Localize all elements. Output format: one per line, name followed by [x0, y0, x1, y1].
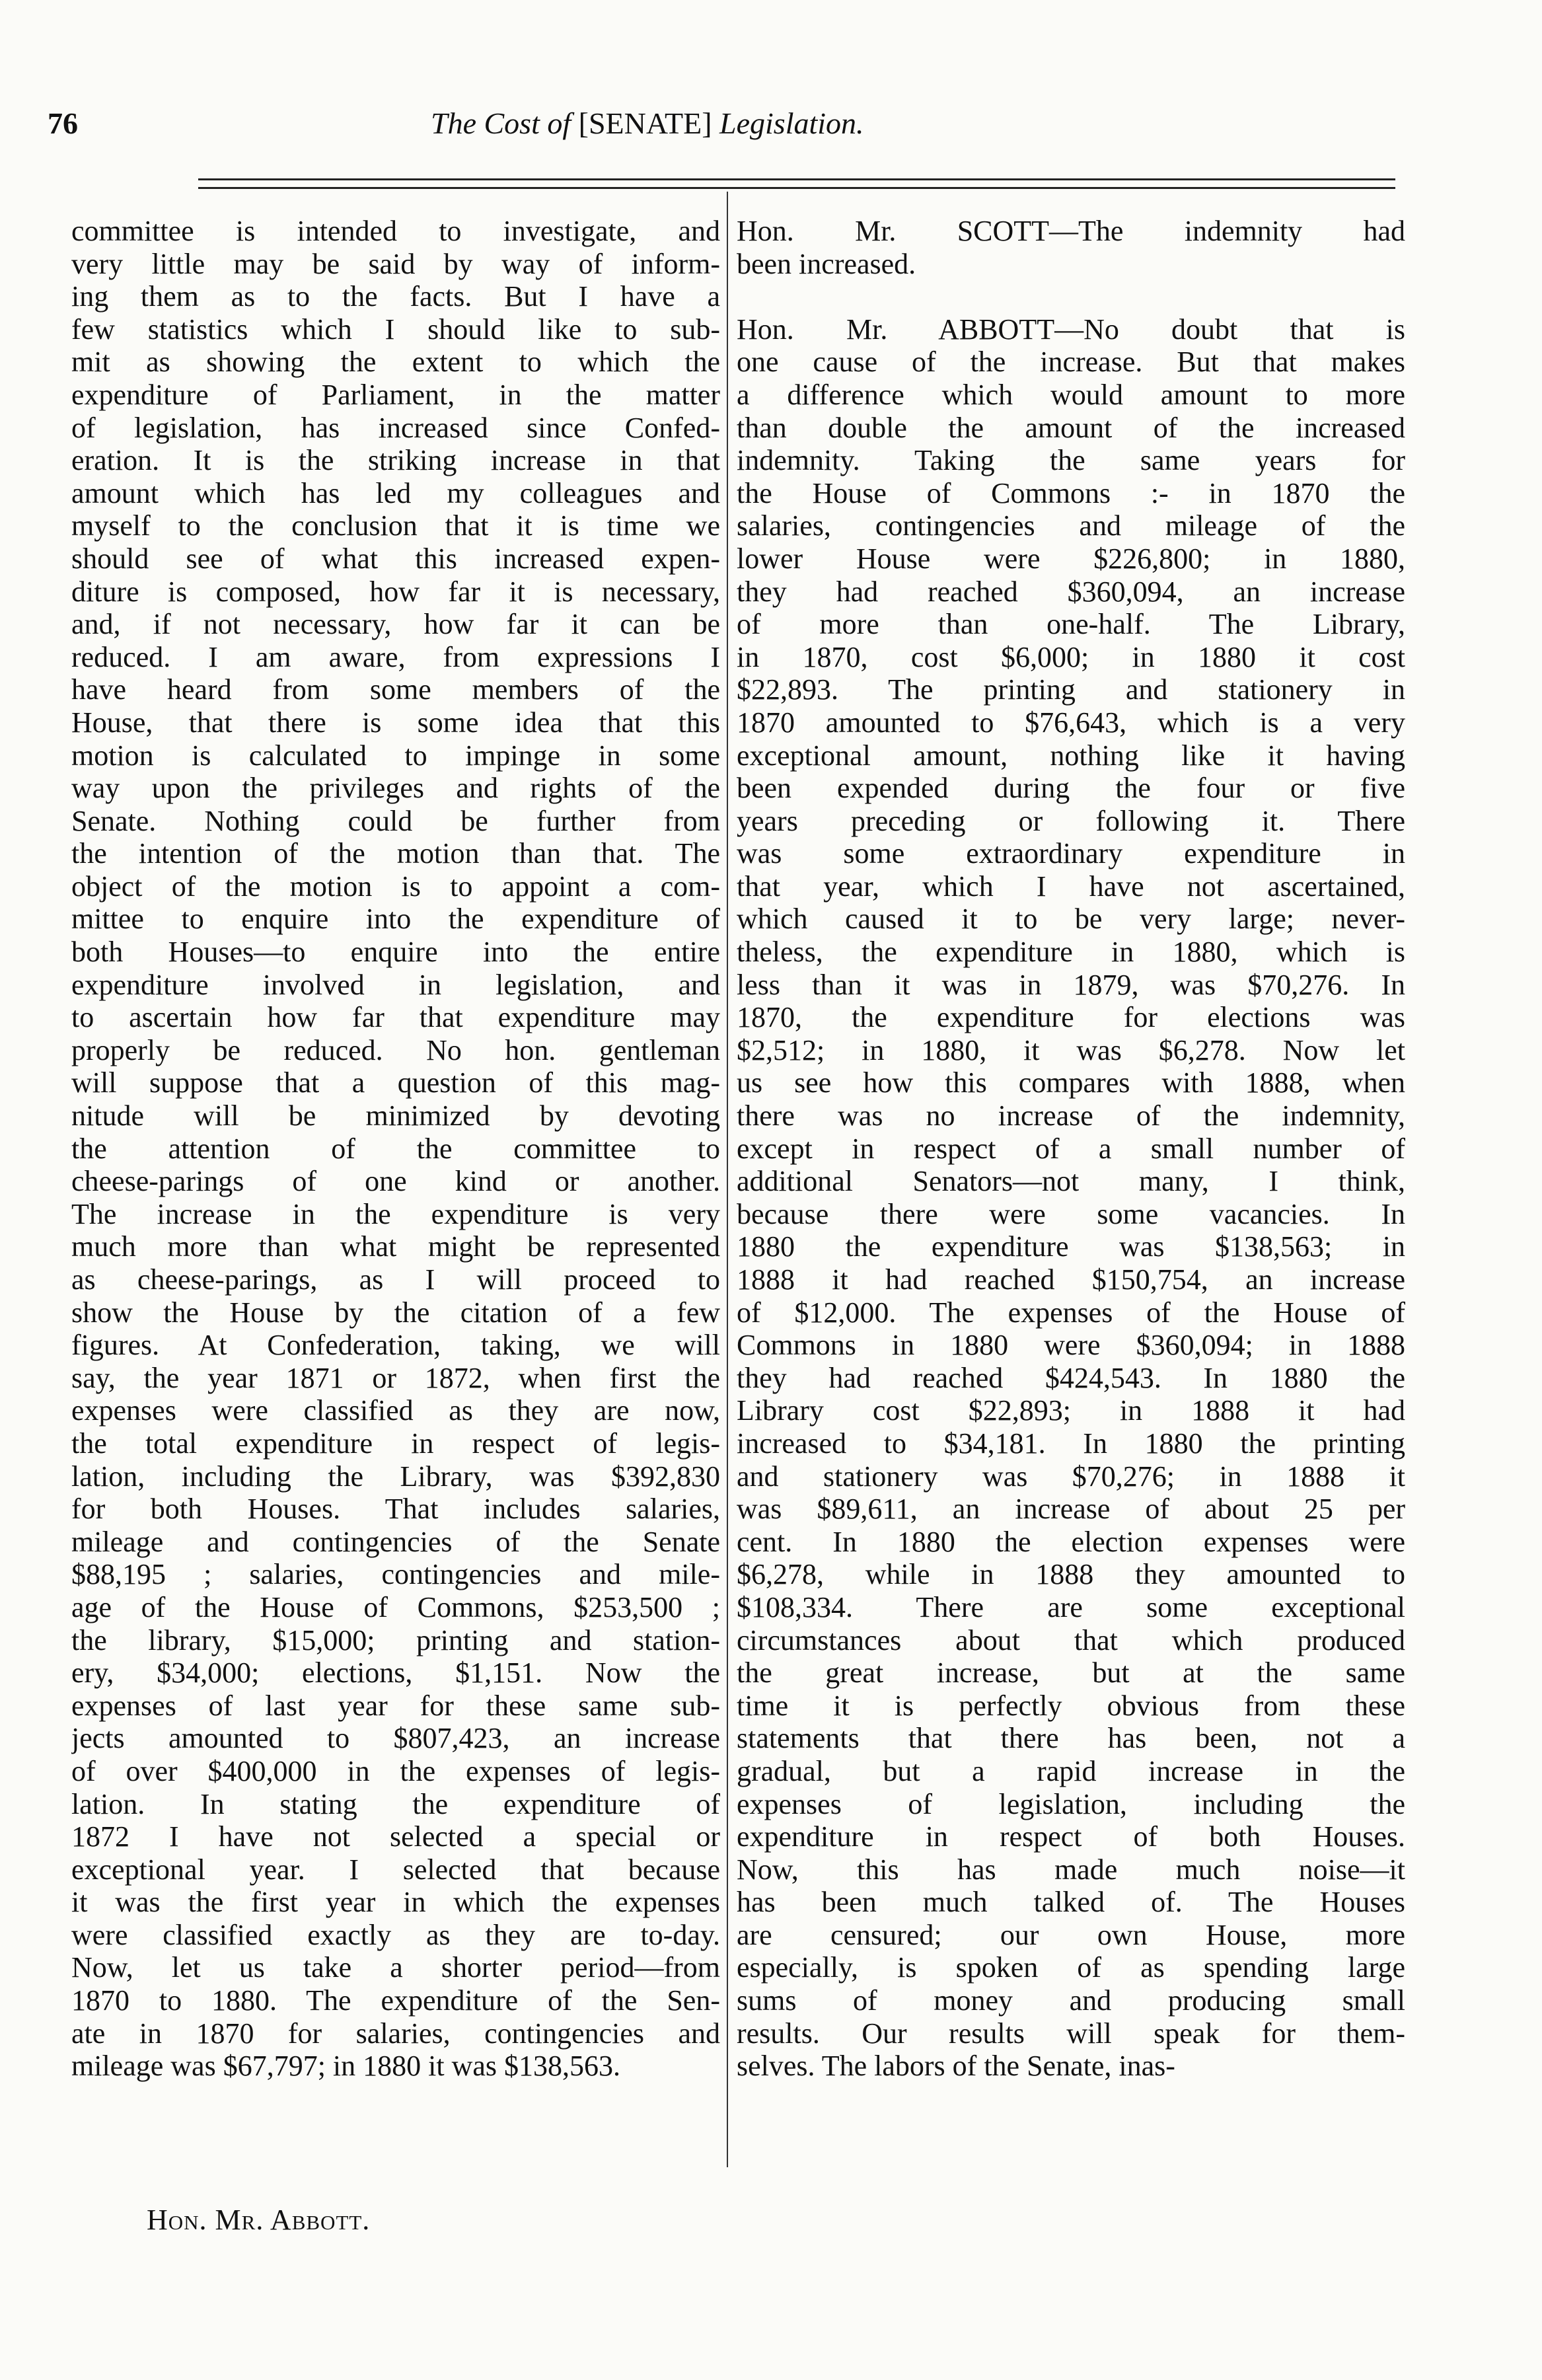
text-line: than double the amount of the increased [737, 411, 1405, 444]
text-line: been expended during the four or five [737, 772, 1405, 805]
text-line: of over $400,000 in the expenses of legis- [71, 1754, 720, 1787]
text-line: except in respect of a small number of [737, 1132, 1405, 1165]
text-line: because there were some vacancies. In [737, 1197, 1405, 1230]
text-line: 1872 I have not selected a special or [71, 1820, 720, 1853]
text-line: lower House were $226,800; in 1880, [737, 542, 1405, 575]
text-line: to ascertain how far that expenditure may [71, 1001, 720, 1034]
text-line: indemnity. Taking the same years for [737, 444, 1405, 477]
text-line: much more than what might be represented [71, 1230, 720, 1263]
text-line: 1870 amounted to $76,643, which is a very [737, 706, 1405, 739]
text-line: expenditure involved in legislation, and [71, 968, 720, 1001]
text-line: say, the year 1871 or 1872, when first the [71, 1361, 720, 1394]
text-line: ing them as to the facts. But I have a [71, 280, 720, 313]
text-line: ate in 1870 for salaries, contingencies and [71, 2017, 720, 2050]
page-header [48, 106, 1395, 159]
text-line: eration. It is the striking increase in that [71, 444, 720, 477]
text-line: cheese-parings of one kind or another. [71, 1165, 720, 1198]
text-line: expenditure of Parliament, in the matter [71, 378, 720, 411]
text-line: 1870 to 1880. The expenditure of the Sen- [71, 1984, 720, 2017]
text-line: they had reached $424,543. In 1880 the [737, 1361, 1405, 1394]
text-line: us see how this compares with 1888, when [737, 1066, 1405, 1099]
paragraph-scott [737, 215, 1405, 280]
text-line: way upon the privileges and rights of the [71, 772, 720, 805]
text-line: Now, let us take a shorter period—from [71, 1951, 720, 1984]
text-line: have heard from some members of the [71, 673, 720, 706]
text-line: very little may be said by way of inform- [71, 247, 720, 280]
text-line: there was no increase of the indemnity, [737, 1099, 1405, 1133]
text-line: time it is perfectly obvious from these [737, 1689, 1405, 1722]
text-line: in 1870, cost $6,000; in 1880 it cost [737, 640, 1405, 673]
text-line: motion is calculated to impinge in some [71, 739, 720, 772]
header-rule-bottom [198, 187, 1395, 189]
text-line: they had reached $360,094, an increase [737, 575, 1405, 608]
text-line: the great increase, but at the same [737, 1656, 1405, 1690]
text-line: years preceding or following it. There [737, 804, 1405, 837]
text-line: Senate. Nothing could be further from [71, 804, 720, 837]
text-line: Commons in 1880 were $360,094; in 1888 [737, 1329, 1405, 1362]
text-line: salaries, contingencies and mileage of the [737, 509, 1405, 542]
running-title [431, 106, 864, 141]
text-line: The increase in the expenditure is very [71, 1197, 720, 1230]
text-line: a difference which would amount to more [737, 378, 1405, 411]
right-column [737, 215, 1405, 2083]
text-line: $6,278, while in 1888 they amounted to [737, 1558, 1405, 1591]
paragraph-abbott [737, 313, 1405, 2083]
title-part-2: [SENATE] [578, 106, 712, 140]
text-line: show the House by the citation of a few [71, 1296, 720, 1329]
text-line: $22,893. The printing and stationery in [737, 673, 1405, 706]
text-line: expenses of legislation, including the [737, 1787, 1405, 1820]
text-line: $2,512; in 1880, it was $6,278. Now let [737, 1033, 1405, 1066]
text-line: jects amounted to $807,423, an increase [71, 1722, 720, 1755]
text-line: ery, $34,000; elections, $1,151. Now the [71, 1656, 720, 1690]
text-line: and stationery was $70,276; in 1888 it [737, 1460, 1405, 1493]
text-line: for both Houses. That includes salaries, [71, 1493, 720, 1526]
text-line: myself to the conclusion that it is time we [71, 509, 720, 542]
text-line: Hon. Mr. SCOTT—The indemnity had [737, 215, 1405, 247]
speaker-footer: Hon. Mr. Abbott. [147, 2204, 371, 2236]
text-line: House, that there is some idea that this [71, 706, 720, 739]
text-line: reduced. I am aware, from expressions I [71, 640, 720, 673]
text-line: Library cost $22,893; in 1888 it had [737, 1394, 1405, 1427]
text-line: cent. In 1880 the election expenses were [737, 1525, 1405, 1558]
text-line: few statistics which I should like to sub- [71, 313, 720, 346]
text-line: 1880 the expenditure was $138,563; in [737, 1230, 1405, 1263]
header-rule-top [198, 178, 1395, 180]
text-line: especially, is spoken of as spending large [737, 1951, 1405, 1984]
text-line: the House of Commons :- in 1870 the [737, 476, 1405, 509]
text-line: gradual, but a rapid increase in the [737, 1754, 1405, 1787]
text-line: has been much talked of. The Houses [737, 1886, 1405, 1919]
text-line: and, if not necessary, how far it can be [71, 608, 720, 641]
page-number: 76 [48, 106, 78, 140]
text-line: 1888 it had reached $150,754, an increase [737, 1263, 1405, 1296]
text-line: lation. In stating the expenditure of [71, 1787, 720, 1820]
text-line: exceptional amount, nothing like it having [737, 739, 1405, 772]
text-line: age of the House of Commons, $253,500 ; [71, 1590, 720, 1623]
text-line: nitude will be minimized by devoting [71, 1099, 720, 1133]
text-line: exceptional year. I selected that because [71, 1853, 720, 1886]
text-line: increased to $34,181. In 1880 the printing [737, 1427, 1405, 1460]
text-line: of $12,000. The expenses of the House of [737, 1296, 1405, 1329]
left-column [71, 215, 720, 2083]
text-line: less than it was in 1879, was $70,276. In [737, 968, 1405, 1001]
text-line: of legislation, has increased since Confed- [71, 411, 720, 444]
text-line: 1870, the expenditure for elections was [737, 1001, 1405, 1034]
text-line: additional Senators—not many, I think, [737, 1165, 1405, 1198]
text-line: expenses were classified as they are now, [71, 1394, 720, 1427]
text-line: it was the first year in which the expenses [71, 1886, 720, 1919]
text-line: that year, which I have not ascertained, [737, 870, 1405, 903]
text-line: properly be reduced. No hon. gentleman [71, 1033, 720, 1066]
text-line: which caused it to be very large; never- [737, 903, 1405, 936]
text-line: of more than one-half. The Library, [737, 608, 1405, 641]
text-line: Hon. Mr. ABBOTT—No doubt that is [737, 313, 1405, 346]
text-line: mileage and contingencies of the Senate [71, 1525, 720, 1558]
text-line: diture is composed, how far it is necessary, [71, 575, 720, 608]
text-line: were classified exactly as they are to-day. [71, 1918, 720, 1951]
text-line: mittee to enquire into the expenditure of [71, 903, 720, 936]
text-line: figures. At Confederation, taking, we will [71, 1329, 720, 1362]
text-line: both Houses—to enquire into the entire [71, 936, 720, 969]
text-line: one cause of the increase. But that makes [737, 346, 1405, 379]
text-line: was $89,611, an increase of about 25 per [737, 1493, 1405, 1526]
text-line: Now, this has made much noise—it [737, 1853, 1405, 1886]
text-line: the library, $15,000; printing and station- [71, 1623, 720, 1656]
text-line: expenditure in respect of both Houses. [737, 1820, 1405, 1853]
text-line: expenses of last year for these same sub- [71, 1689, 720, 1722]
text-line: results. Our results will speak for them- [737, 2017, 1405, 2050]
paragraph-gap [737, 280, 1405, 313]
text-line: the total expenditure in respect of legis- [71, 1427, 720, 1460]
text-line: object of the motion is to appoint a com- [71, 870, 720, 903]
text-line: sums of money and producing small [737, 1984, 1405, 2017]
text-line: theless, the expenditure in 1880, which is [737, 936, 1405, 969]
text-line: as cheese-parings, as I will proceed to [71, 1263, 720, 1296]
text-line: selves. The labors of the Senate, inas- [737, 2050, 1175, 2083]
column-divider [727, 192, 728, 2167]
text-line: the attention of the committee to [71, 1132, 720, 1165]
text-line: mileage was $67,797; in 1880 it was $138,563. [71, 2050, 621, 2083]
text-line: mit as showing the extent to which the [71, 346, 720, 379]
text-line: statements that there has been, not a [737, 1722, 1405, 1755]
text-line: the intention of the motion than that. The [71, 837, 720, 870]
title-part-3: Legislation. [719, 106, 864, 140]
text-line: should see of what this increased expen- [71, 542, 720, 575]
text-line: lation, including the Library, was $392,830 [71, 1460, 720, 1493]
title-part-1: The Cost of [431, 106, 571, 140]
text-line: was some extraordinary expenditure in [737, 837, 1405, 870]
text-line: will suppose that a question of this mag- [71, 1066, 720, 1099]
text-line: are censured; our own House, more [737, 1918, 1405, 1951]
text-line: circumstances about that which produced [737, 1623, 1405, 1656]
text-line: amount which has led my colleagues and [71, 476, 720, 509]
text-line: been increased. [737, 247, 916, 280]
text-line: committee is intended to investigate, and [71, 215, 720, 247]
text-line: $88,195 ; salaries, contingencies and mile- [71, 1558, 720, 1591]
text-line: $108,334. There are some exceptional [737, 1590, 1405, 1623]
